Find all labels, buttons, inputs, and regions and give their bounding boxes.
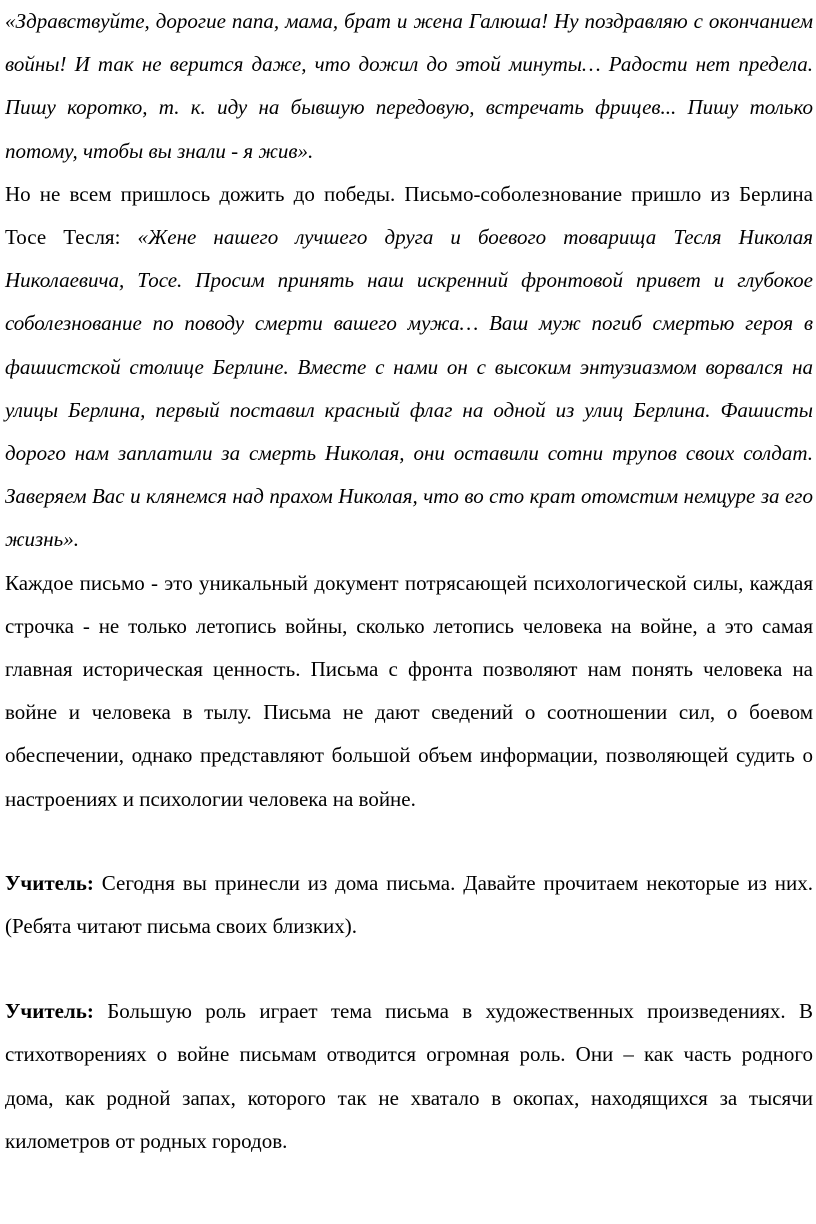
condolence-intro: Но не всем пришлось дожить до победы. Письмо-соболезнование пришло из Берлина Тосе Тесля:	[5, 181, 813, 250]
teacher-remark-1-text: Сегодня вы принесли из дома письма. Давайте прочитаем некоторые из них. (Ребята читают письма своих близких).	[5, 870, 813, 939]
condolence-letter-quote: «Жене нашего лучшего друга и боевого товарища Тесля Николая Николаевича, Тосе. Просим принять наш искренний фронтовой привет и глубокое соболезнование по поводу смерти вашего мужа… Ваш муж погиб смертью героя в фашистской столице Берлине. Вместе с нами он с высоким энтузиазмом ворвался на улицы Берлина, первый поставил красный флаг на одной из улиц Берлина. Фашисты дорого нам заплатили за смерть Николая, они оставили сотни трупов своих солдат. Заверяем Вас и клянемся над прахом Николая, что во сто крат отомстим немцуре за его жизнь».	[5, 225, 813, 552]
soldier-letter-text: «Здравствуйте, дорогие папа, мама, брат и жена Галюша! Ну поздравляю с окончанием войны! И так не верится даже, что дожил до этой минуты… Радости нет предела. Пишу коротко, т. к. иду на бывшую передовую, встречать фрицев... Пишу только потому, чтобы вы знали - я жив».	[5, 9, 813, 163]
letters-analysis-paragraph	[5, 562, 813, 821]
soldier-letter-paragraph	[5, 0, 813, 173]
teacher-label: Учитель:	[5, 999, 94, 1024]
document-page	[5, 0, 813, 1163]
teacher-remark-1	[5, 862, 813, 948]
condolence-paragraph	[5, 173, 813, 562]
teacher-label: Учитель:	[5, 870, 94, 895]
letters-analysis-text: Каждое письмо - это уникальный документ потрясающей психологической силы, каждая строчка - не только летопись войны, сколько летопись человека на войне, а это самая главная историческая ценность. Письма с фронта позволяют нам понять человека на войне и человека в тылу. Письма не дают сведений о соотношении сил, о боевом обеспечении, однако представляют большой объем информации, позволяющей судить о настроениях и психологии человека на войне.	[5, 570, 813, 811]
teacher-remark-2	[5, 990, 813, 1163]
teacher-remark-2-text: Большую роль играет тема письма в художественных произведениях. В стихотворениях о войне письмам отводится огромная роль. Они – как часть родного дома, как родной запах, которого так не хватало в окопах, находящихся за тысячи километров от родных городов.	[5, 999, 813, 1153]
